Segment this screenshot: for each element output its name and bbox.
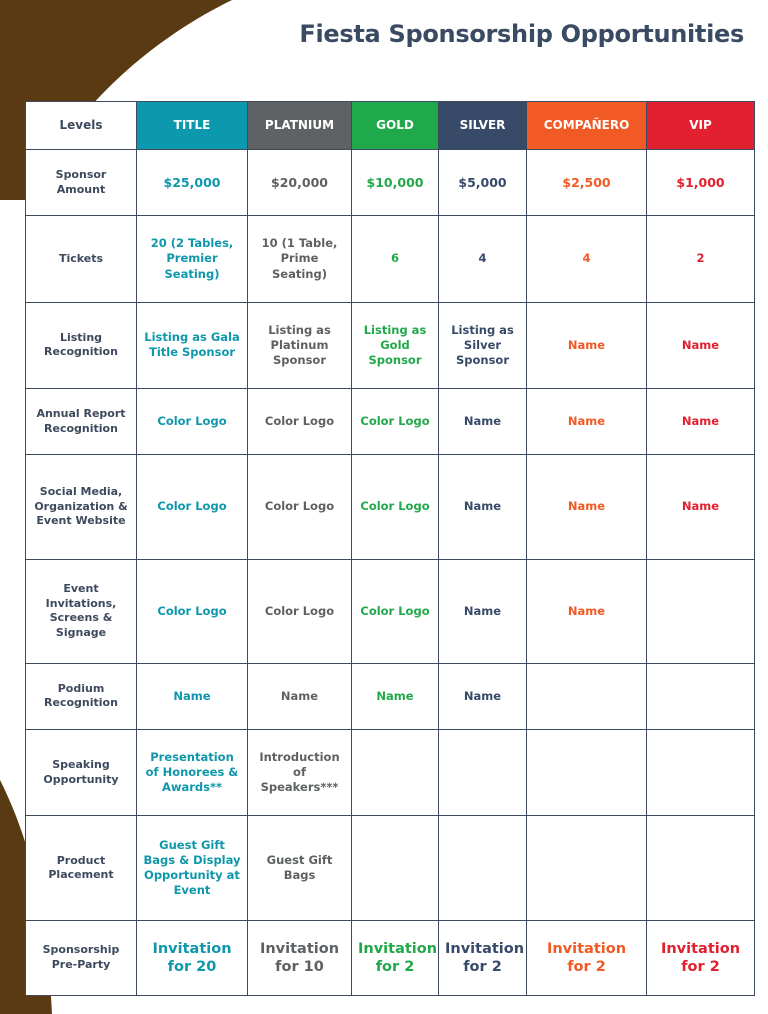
row-label: Sponsor Amount — [26, 150, 137, 216]
cell-companero: Name — [527, 559, 647, 663]
cell-platinum: 10 (1 Table, Prime Seating) — [248, 216, 352, 302]
cell-platinum: Invitation for 10 — [248, 920, 352, 995]
cell-platinum: $20,000 — [248, 150, 352, 216]
cell-platinum: Name — [248, 663, 352, 729]
level-header-platinum: PLATNIUM — [248, 102, 352, 150]
cell-platinum: Color Logo — [248, 388, 352, 454]
row-sponsorship-pre-party — [26, 920, 755, 995]
cell-platinum: Color Logo — [248, 455, 352, 559]
cell-title: Name — [137, 663, 248, 729]
cell-silver: Name — [439, 388, 527, 454]
cell-title: Color Logo — [137, 559, 248, 663]
cell-gold: Color Logo — [352, 455, 439, 559]
cell-companero: Name — [527, 455, 647, 559]
cell-gold: Listing as Gold Sponsor — [352, 302, 439, 388]
cell-title: Color Logo — [137, 455, 248, 559]
cell-silver: Listing as Silver Sponsor — [439, 302, 527, 388]
row-tickets — [26, 216, 755, 302]
row-label: Product Placement — [26, 816, 137, 920]
level-header-title: TITLE — [137, 102, 248, 150]
cell-title: Listing as Gala Title Sponsor — [137, 302, 248, 388]
cell-gold — [352, 816, 439, 920]
cell-silver: 4 — [439, 216, 527, 302]
cell-gold: Name — [352, 663, 439, 729]
cell-silver: $5,000 — [439, 150, 527, 216]
cell-companero — [527, 663, 647, 729]
row-social-media — [26, 455, 755, 559]
row-label: Sponsorship Pre-Party — [26, 920, 137, 995]
cell-gold: Color Logo — [352, 559, 439, 663]
row-label: Speaking Opportunity — [26, 730, 137, 816]
cell-platinum: Color Logo — [248, 559, 352, 663]
cell-vip — [647, 663, 755, 729]
level-header-vip: VIP — [647, 102, 755, 150]
levels-header: Levels — [26, 102, 137, 150]
cell-silver — [439, 730, 527, 816]
row-product-placement — [26, 816, 755, 920]
cell-companero: Name — [527, 388, 647, 454]
cell-vip: $1,000 — [647, 150, 755, 216]
row-label: Annual Report Recognition — [26, 388, 137, 454]
cell-gold: $10,000 — [352, 150, 439, 216]
row-listing-recognition — [26, 302, 755, 388]
cell-vip — [647, 730, 755, 816]
cell-silver: Name — [439, 559, 527, 663]
cell-gold — [352, 730, 439, 816]
row-label: Social Media, Organization & Event Website — [26, 455, 137, 559]
cell-silver: Name — [439, 455, 527, 559]
row-sponsor-amount — [26, 150, 755, 216]
cell-companero: 4 — [527, 216, 647, 302]
sponsorship-table — [25, 101, 755, 996]
cell-title: Invitation for 20 — [137, 920, 248, 995]
row-event-invitations — [26, 559, 755, 663]
cell-silver: Name — [439, 663, 527, 729]
cell-gold: Color Logo — [352, 388, 439, 454]
cell-vip — [647, 559, 755, 663]
cell-vip: Name — [647, 388, 755, 454]
level-header-silver: SILVER — [439, 102, 527, 150]
cell-vip: Invitation for 2 — [647, 920, 755, 995]
row-label: Listing Recognition — [26, 302, 137, 388]
cell-title: Color Logo — [137, 388, 248, 454]
cell-title: Guest Gift Bags & Display Opportunity at Event — [137, 816, 248, 920]
cell-platinum: Introduction of Speakers*** — [248, 730, 352, 816]
cell-title: Presentation of Honorees & Awards** — [137, 730, 248, 816]
cell-gold: 6 — [352, 216, 439, 302]
cell-platinum: Listing as Platinum Sponsor — [248, 302, 352, 388]
row-annual-report-recognition — [26, 388, 755, 454]
level-header-companero: COMPAÑERO — [527, 102, 647, 150]
cell-title: 20 (2 Tables, Premier Seating) — [137, 216, 248, 302]
header-row — [26, 102, 755, 150]
row-podium-recognition — [26, 663, 755, 729]
cell-gold: Invitation for 2 — [352, 920, 439, 995]
cell-vip: Name — [647, 455, 755, 559]
cell-vip: 2 — [647, 216, 755, 302]
cell-platinum: Guest Gift Bags — [248, 816, 352, 920]
page-title: Fiesta Sponsorship Opportunities — [299, 20, 744, 48]
row-label: Podium Recognition — [26, 663, 137, 729]
cell-vip: Name — [647, 302, 755, 388]
cell-companero — [527, 730, 647, 816]
cell-silver — [439, 816, 527, 920]
cell-vip — [647, 816, 755, 920]
cell-companero: $2,500 — [527, 150, 647, 216]
cell-companero — [527, 816, 647, 920]
cell-silver: Invitation for 2 — [439, 920, 527, 995]
level-header-gold: GOLD — [352, 102, 439, 150]
cell-title: $25,000 — [137, 150, 248, 216]
cell-companero: Name — [527, 302, 647, 388]
row-label: Tickets — [26, 216, 137, 302]
cell-companero: Invitation for 2 — [527, 920, 647, 995]
row-speaking-opportunity — [26, 730, 755, 816]
row-label: Event Invitations, Screens & Signage — [26, 559, 137, 663]
